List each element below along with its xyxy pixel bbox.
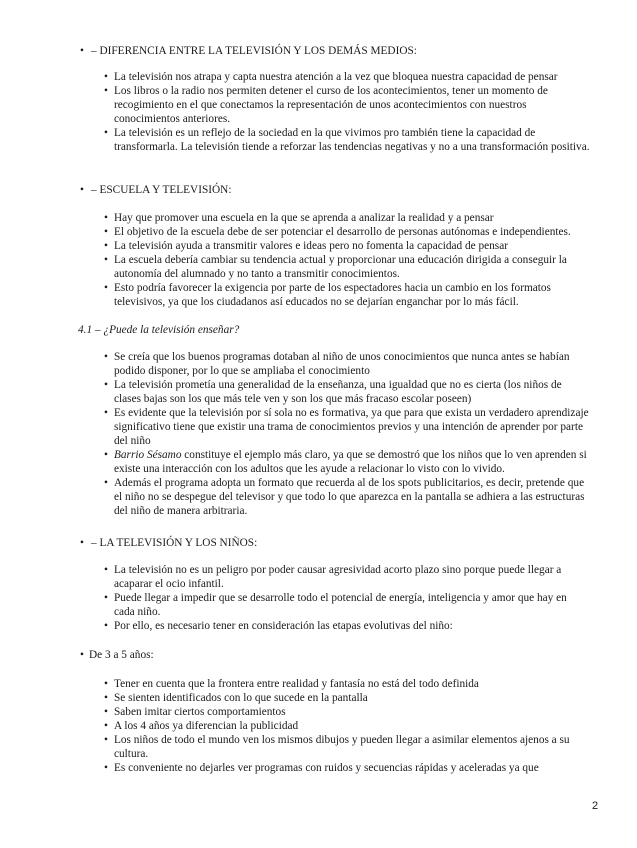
list-item: • La televisión ayuda a transmitir valores e ideas pero no fomenta la capacidad de pensar — [104, 240, 508, 252]
list-item: • Hay que promover una escuela en la que se aprenda a analizar la realidad y a pensar — [104, 212, 494, 224]
list-item: • Esto podría favorecer la exigencia por parte de los espectadores hacia un cambio en los formatos televisivos, ya que los ciudadanos así educados no se dejarían enganchar por lo más fácil. — [104, 282, 551, 308]
list-item: • La televisión nos atrapa y capta nuestra atención a la vez que bloquea nuestra capacidad de pensar — [104, 71, 558, 83]
list-item: • Es evidente que la televisión por sí sola no es formativa, ya que para que exista un verdadero aprendizaje significativo tiene que existir una trama de conocimientos previos y una intención de aprender por parte del niño — [104, 407, 589, 447]
list-item: • A los 4 años ya diferencian la publicidad — [104, 720, 299, 732]
bullet: • — [80, 649, 84, 661]
program-name: Barrio Sésamo — [114, 449, 182, 461]
list-item: • Además el programa adopta un formato que recuerda al de los spots publicitarios, es decir, pretende que el niño no se despegue del televisor y que todo lo que aparezca en la pantalla se adhiera a las estructuras del niño de manera arbitraria. — [104, 477, 585, 517]
list-item: • Se sienten identificados con lo que sucede en la pantalla — [104, 692, 368, 704]
list-item: • Barrio Sésamo constituye el ejemplo más claro, ya que se demostró que los niños que lo ven aprenden si existe una interacción con los adultos que les ayude a relacionar lo visto con lo vivido. — [104, 449, 587, 475]
heading-text: – LA TELEVISIÓN Y LOS NIÑOS: — [91, 537, 258, 549]
bullet: • — [80, 537, 84, 549]
subsection-title: 4.1 – ¿Puede la televisión enseñar? — [78, 324, 240, 336]
list-item: • Los niños de todo el mundo ven los mismos dibujos y pueden llegar a asimilar elementos ajenos a su cultura. — [104, 734, 570, 760]
heading-text: De 3 a 5 años: — [89, 649, 154, 661]
list-item: • La televisión no es un peligro por poder causar agresividad acorto plazo sino porque puede llegar a acaparar el ocio infantil. — [104, 564, 562, 590]
bullet: • — [80, 45, 84, 57]
list-item: • La escuela debería cambiar su tendencia actual y proporcionar una educación dirigida a conseguir la autonomía del alumnado y no tanto a transmitir conocimientos. — [104, 254, 567, 280]
page-number: 2 — [592, 800, 599, 812]
list-item: • Puede llegar a impedir que se desarrolle todo el potencial de energía, inteligencia y amor que hay en cada niño. — [104, 592, 567, 618]
list-item: • Por ello, es necesario tener en consideración las etapas evolutivas del niño: — [104, 620, 453, 632]
list-item: • Es conveniente no dejarles ver programas con ruidos y secuencias rápidas y aceleradas ya que — [104, 762, 539, 774]
list-item: • La televisión prometía una generalidad de la enseñanza, una igualdad que no es cierta (los niños de clases bajas son los que más tele ven y son los que más fracaso escolar poseen) — [104, 379, 562, 405]
heading-text: – DIFERENCIA ENTRE LA TELEVISIÓN Y LOS DEMÁS MEDIOS: — [91, 45, 417, 57]
list-item: • La televisión es un reflejo de la sociedad en la que vivimos pro también tiene la capacidad de transformarla. La televisión tiende a reforzar las tendencias negativas y no a una transformación positiva. — [104, 127, 590, 153]
list-item: • El objetivo de la escuela debe de ser potenciar el desarrollo de personas autónomas e independientes. — [104, 226, 571, 238]
list-item: • Los libros o la radio nos permiten detener el curso de los acontecimientos, tener un momento de recogimiento en el que conectamos la representación de unos acontecimientos con nuestros conocimientos anteriores. — [104, 85, 548, 125]
heading-text: – ESCUELA Y TELEVISIÓN: — [91, 184, 232, 196]
bullet: • — [80, 184, 84, 196]
list-item: • Se creía que los buenos programas dotaban al niño de unos conocimientos que nunca antes se habían podido disponer, por lo que se ampliaba el conocimiento — [104, 351, 570, 377]
list-item: • Tener en cuenta que la frontera entre realidad y fantasía no está del todo definida — [104, 678, 479, 690]
list-item: • Saben imitar ciertos comportamientos — [104, 706, 286, 718]
